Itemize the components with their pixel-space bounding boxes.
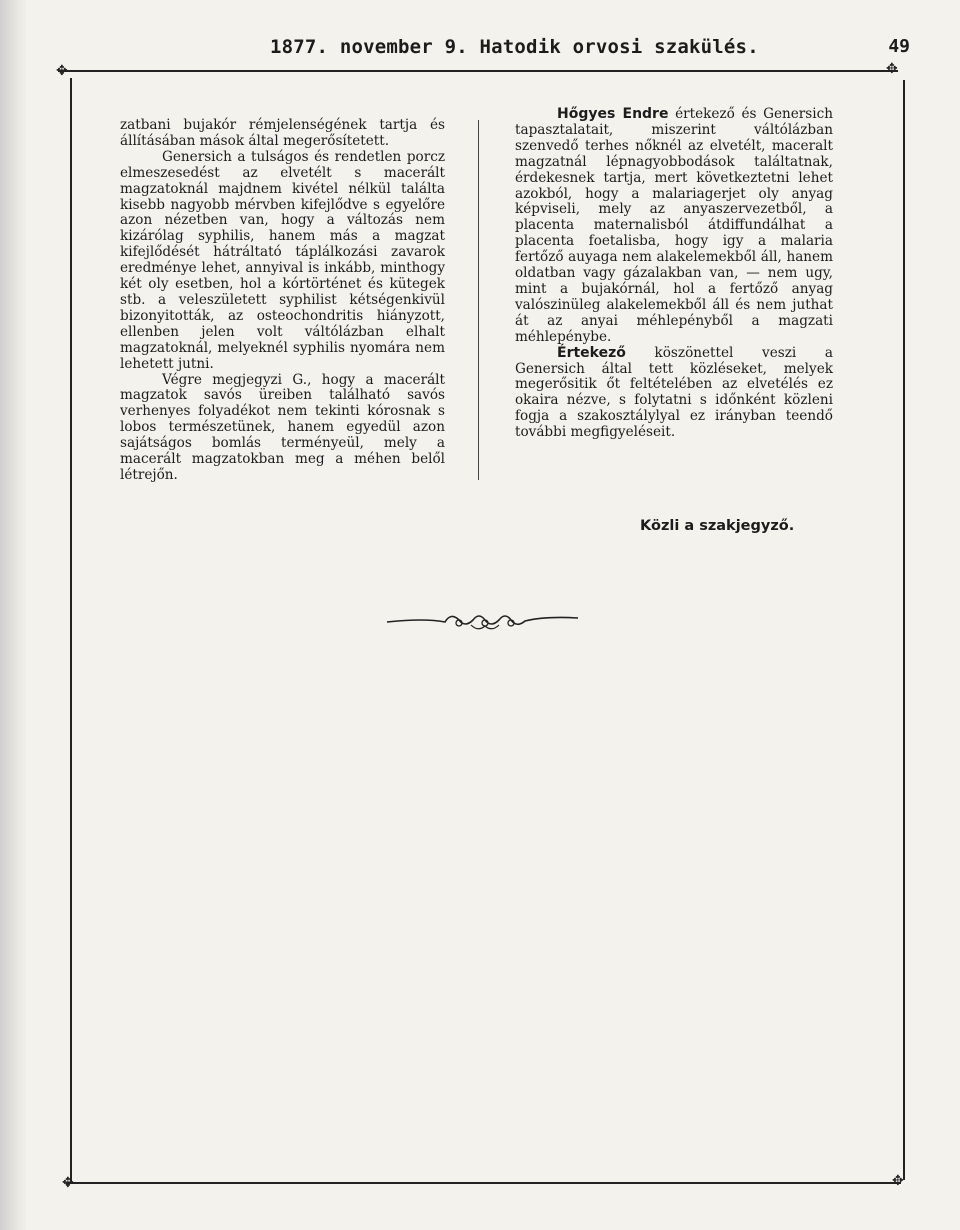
paragraph-hogyes-text: értekező és Genersich tapasztalatait, miszerint váltólázban szenvedő terhes nőknél az elvetélt, maceralt magzatnál lépnagyobbodások találtatnak, érdekesnek tartja, mert következtetni lehet azokból, hogy a malariagerjet oly anyag képviseli, mely az anyaszervezetből, a placenta maternalisból átdiffundálhat a placenta foetalisba, hogy igy a malaria fertőző auyaga nem alakelemekből áll, hanem oldatban vagy gázalakban van, — nem ugy, mint a bujakórnál, hol a fertőző anyag valószinüleg alakelemekből áll és nem juthat át az anyai méhlepényből a magzati méhlepénybe. — [515, 106, 833, 345]
speaker-name-ertekezo: Értekező — [557, 344, 626, 361]
paragraph-continuation: zatbani bujakór rémjelenségének tartja és állításában mások által megerősítetett. — [120, 117, 445, 149]
corner-ornament-top-left: ✥ — [56, 63, 68, 79]
column-divider — [478, 120, 479, 480]
right-column — [515, 107, 833, 441]
signature-line: Közli a szakjegyző. — [640, 518, 795, 534]
paragraph-genersich: Genersich a tulságos és rendetlen porcz elmeszesedést az elvetélt s macerált magzatoknál majdnem kivétel nélkül találta kisebb nagyobb mérvben kifejlődve s egyelőre azon nézetben van, hogy a változás nem kizárólag syphilis, hanem más a magzat kifejlődését hátráltató táplálkozási zavarok eredménye lehet, annyival is inkább, minthogy két oly esetben, hol a kórtörténet és kütegek stb. a veleszületett syphilist kétségenkivül bizonyitották, az osteochondritis hiányzott, ellenben jelen volt váltólázban elhalt magzatoknál, melyeknél syphilis nyomára nem lehetett jutni. — [120, 148, 445, 372]
decorative-fleuron — [385, 606, 580, 636]
left-column — [120, 118, 445, 484]
paragraph-ertekezo — [515, 346, 833, 441]
speaker-name-hogyes: Hőgyes Endre — [557, 106, 669, 122]
frame-bottom-rule — [66, 1182, 901, 1184]
corner-ornament-bottom-left: ✥ — [62, 1175, 74, 1191]
frame-left-rule — [70, 78, 72, 1182]
running-title: 1877. november 9. Hatodik orvosi szakülés. — [270, 36, 759, 58]
page-binding-edge — [0, 0, 26, 1230]
paragraph-hogyes — [515, 107, 833, 346]
corner-ornament-top-right: ✥ — [886, 61, 898, 77]
paragraph-ertekezo-text: köszönettel veszi a Genersich által tett közléseket, melyek megerősitik őt feltételében az elvetélés ez okaira nézve, s folytatni s időnként közleni fogja a szakosztálylyal ez irányban teendő további megfigyeléseit. — [515, 344, 833, 441]
frame-top-rule — [58, 70, 898, 72]
corner-ornament-bottom-right: ✥ — [892, 1173, 904, 1189]
frame-right-rule — [903, 80, 905, 1180]
page-number: 49 — [888, 36, 910, 57]
paragraph-vegre: Végre megjegyzi G., hogy a macerált magzatok savós üreiben található savós verhenyes folyadékot nem tekinti kórosnak s lobos természetünek, hanem egyedül azon sajátságos bomlás terményeül, mely a macerált magzatokban meg a méhen belől létrejőn. — [120, 371, 445, 483]
